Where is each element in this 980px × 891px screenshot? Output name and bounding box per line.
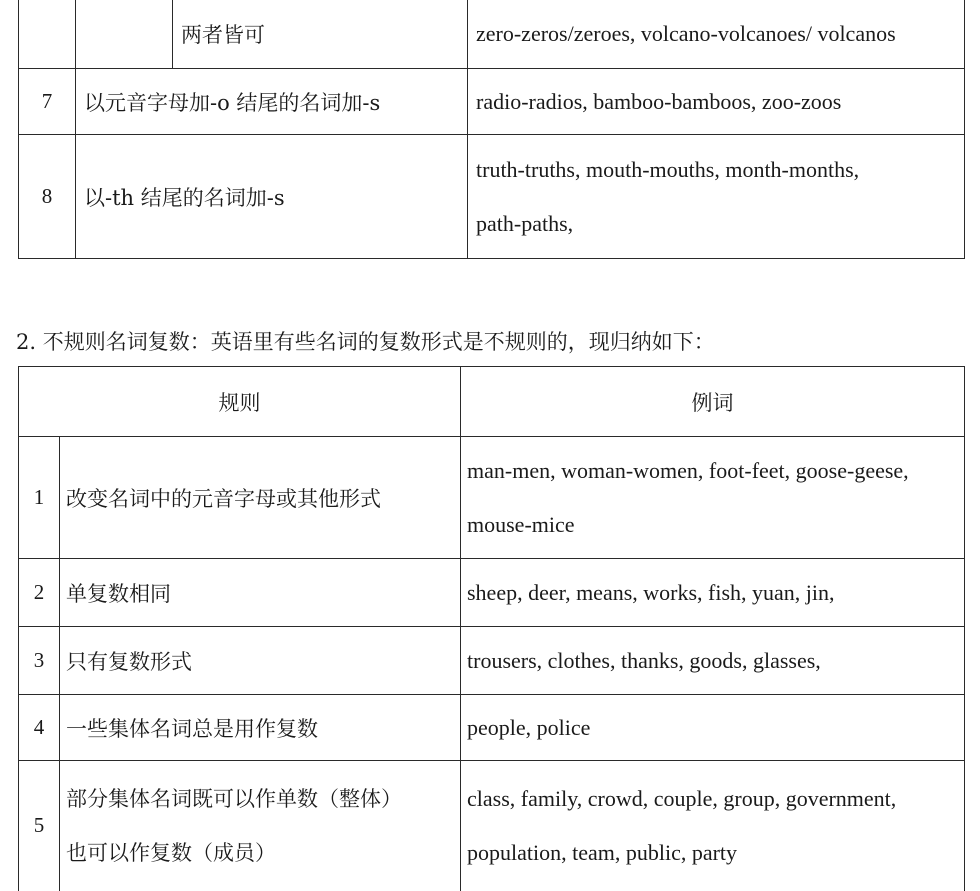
example-text: zero-zeros/zeroes, volcano-volcanoes/ volcanos: [476, 20, 896, 46]
header-example-text: 例词: [691, 390, 734, 415]
section-heading: 2. 不规则名词复数：英语里有些名词的复数形式是不规则的，现归纳如下：: [16, 330, 715, 354]
rule-text: 单复数相同: [66, 581, 171, 606]
rule-cell: [60, 761, 461, 891]
table-row: [19, 437, 965, 559]
rule-cell: [60, 559, 461, 627]
rule-cell: [60, 437, 461, 559]
rule-cell: [76, 135, 468, 259]
row-number-text: 7: [41, 89, 53, 113]
example-text: trousers, clothes, thanks, goods, glasses,: [467, 647, 821, 673]
row-number: [19, 69, 76, 135]
table-row: [19, 0, 965, 69]
row-number-text: 3: [33, 648, 45, 672]
row-number-text: 8: [41, 184, 53, 208]
regular-plural-table: [18, 0, 965, 259]
row-number: [19, 437, 60, 559]
example-line: man-men, woman-women, foot-feet, goose-geese,: [467, 457, 909, 483]
example-line: path-paths,: [476, 210, 574, 236]
row-number: [19, 135, 76, 259]
row-number-text: 1: [33, 485, 45, 509]
header-example: [461, 367, 965, 437]
rule-cell: [60, 627, 461, 695]
table-row: [19, 695, 965, 761]
table-row: [19, 627, 965, 695]
example-cell: [468, 0, 965, 69]
row-number-text: 4: [33, 715, 45, 739]
example-cell: [461, 559, 965, 627]
row-number: [19, 761, 60, 891]
rule-cell: [60, 695, 461, 761]
rule-line: 部分集体名词既可以作单数（整体）: [66, 786, 402, 811]
rule-text: 只有复数形式: [66, 649, 192, 674]
table-header-row: [19, 367, 965, 437]
rule-text: 以-th 结尾的名词加-s: [84, 185, 285, 210]
table-row: [19, 761, 965, 891]
rule-text: 两者皆可: [181, 22, 265, 47]
rule-text: 一些集体名词总是用作复数: [66, 716, 318, 741]
example-line: population, team, public, party: [467, 839, 738, 865]
example-text: radio-radios, bamboo-bamboos, zoo-zoos: [476, 88, 842, 114]
table-row: [19, 135, 965, 259]
row-number-text: 5: [33, 813, 45, 838]
table-row: [19, 559, 965, 627]
rule-cell: [173, 0, 468, 69]
example-cell: [461, 437, 965, 559]
example-cell: [461, 695, 965, 761]
rule-text: 改变名词中的元音字母或其他形式: [66, 486, 381, 511]
row-number: [19, 695, 60, 761]
table-row: [19, 69, 965, 135]
example-cell: [468, 69, 965, 135]
example-cell: [468, 135, 965, 259]
rule-line: 也可以作复数（成员）: [66, 840, 276, 865]
example-text: sheep, deer, means, works, fish, yuan, jin,: [467, 579, 835, 605]
example-cell: [461, 627, 965, 695]
example-cell: [461, 761, 965, 891]
row-number: [19, 627, 60, 695]
irregular-plural-table: [18, 366, 965, 891]
example-line: class, family, crowd, couple, group, government,: [467, 785, 897, 811]
row-number: [19, 0, 76, 69]
example-line: truth-truths, mouth-mouths, month-months,: [476, 156, 860, 182]
example-line: mouse-mice: [467, 511, 575, 537]
rule-cell: [76, 69, 468, 135]
example-text: people, police: [467, 714, 591, 740]
empty-cell: [76, 0, 173, 69]
row-number-text: 2: [33, 580, 45, 604]
row-number: [19, 559, 60, 627]
rule-text: 以元音字母加-o 结尾的名词加-s: [84, 90, 381, 115]
header-rule: [19, 367, 461, 437]
header-rule-text: 规则: [218, 390, 261, 415]
